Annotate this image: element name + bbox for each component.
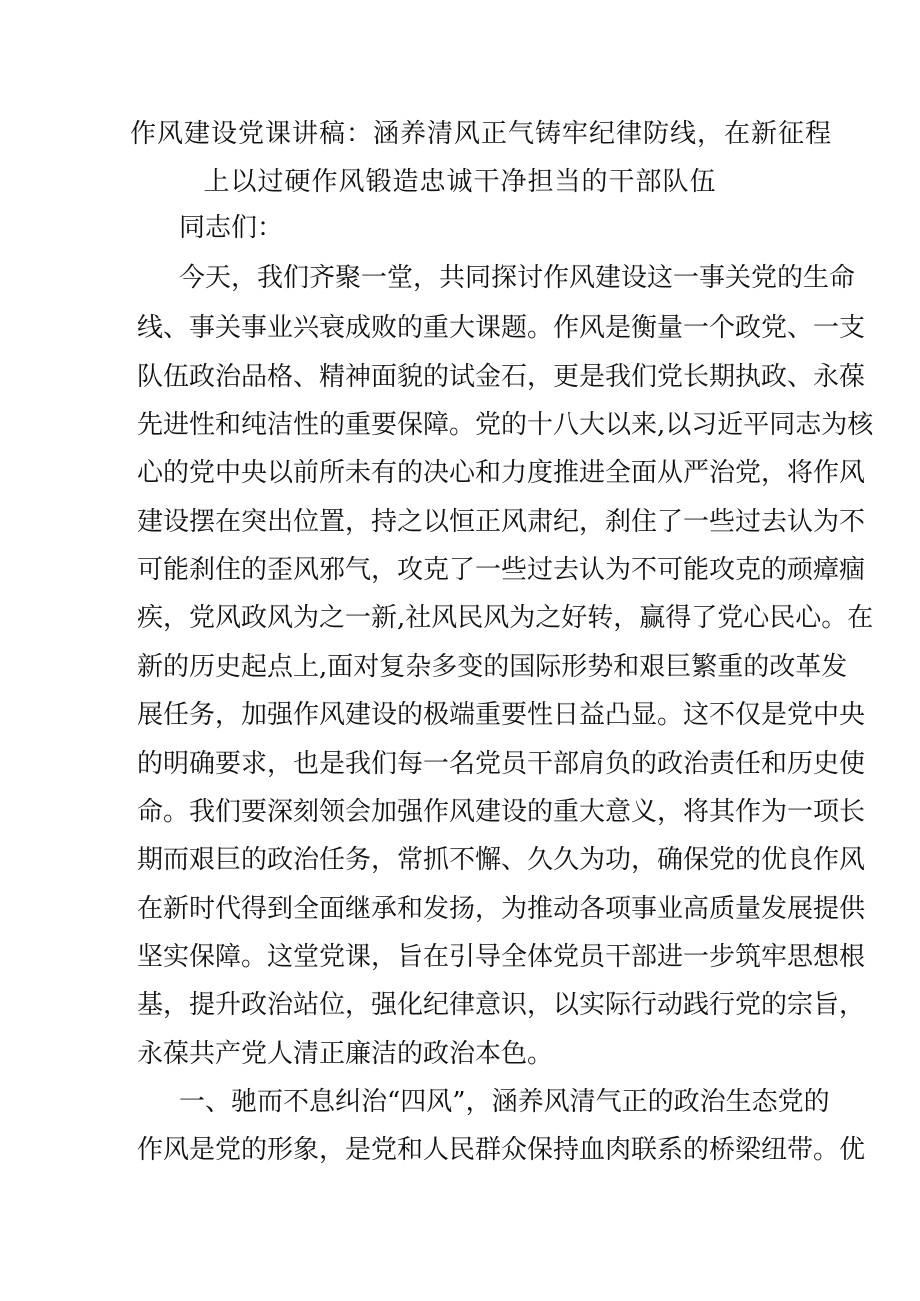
- paragraph-1-line: 坚实保障。这堂党课，旨在引导全体党员干部进一步筑牢思想根: [137, 942, 866, 972]
- paragraph-1-line: 先进性和纯洁性的重要保障。党的十八大以来,以习近平同志为核: [137, 410, 874, 440]
- paragraph-1-line: 可能刹住的歪风邪气，攻克了一些过去认为不可能攻克的顽瘴痼: [137, 555, 866, 585]
- paragraph-1-line: 心的党中央以前所未有的决心和力度推进全面从严治党，将作风: [137, 458, 866, 488]
- paragraph-1-line: 疾，党风政风为之一新,社风民风为之好转，赢得了党心民心。在: [137, 603, 874, 633]
- greeting: 同志们：: [179, 213, 284, 243]
- paragraph-1-line: 永葆共产党人清正廉洁的政治本色。: [137, 1039, 554, 1069]
- paragraph-1-line: 队伍政治品格、精神面貌的试金石，更是我们党长期执政、永葆: [137, 362, 866, 392]
- paragraph-1-line: 命。我们要深刻领会加强作风建设的重大意义，将其作为一项长: [137, 797, 866, 827]
- paragraph-1-line: 新的历史起点上,面对复杂多变的国际形势和艰巨繁重的改革发: [137, 652, 848, 682]
- paragraph-1-line: 在新时代得到全面继承和发扬，为推动各项事业高质量发展提供: [137, 894, 866, 924]
- section-1-heading-line: 一、驰而不息纠治“四风”，涵养风清气正的政治生态党的: [179, 1087, 830, 1117]
- paragraph-1-line: 展任务，加强作风建设的极端重要性日益凸显。这不仅是党中央: [137, 700, 866, 730]
- paragraph-2-line: 作风是党的形象，是党和人民群众保持血肉联系的桥梁纽带。优: [137, 1135, 866, 1165]
- paragraph-1-line: 基，提升政治站位，强化纪律意识，以实际行动践行党的宗旨，: [137, 990, 866, 1020]
- paragraph-1-line: 建设摆在突出位置，持之以恒正风肃纪，刹住了一些过去认为不: [137, 507, 866, 537]
- paragraph-1-line: 线、事关事业兴衰成败的重大课题。作风是衡量一个政党、一支: [137, 313, 866, 343]
- document-title-line-1: 作风建设党课讲稿：涵养清风正气铸牢纪律防线，在新征程: [130, 119, 833, 149]
- paragraph-1-line: 的明确要求，也是我们每一名党员干部肩负的政治责任和历史使: [137, 749, 866, 779]
- paragraph-1-line: 期而艰巨的政治任务，常抓不懈、久久为功，确保党的优良作风: [137, 845, 866, 875]
- document-title-line-2: 上以过硬作风锻造忠诚干净担当的干部队伍: [203, 167, 717, 197]
- paragraph-1-line: 今天，我们齐聚一堂，共同探讨作风建设这一事关党的生命: [179, 263, 856, 293]
